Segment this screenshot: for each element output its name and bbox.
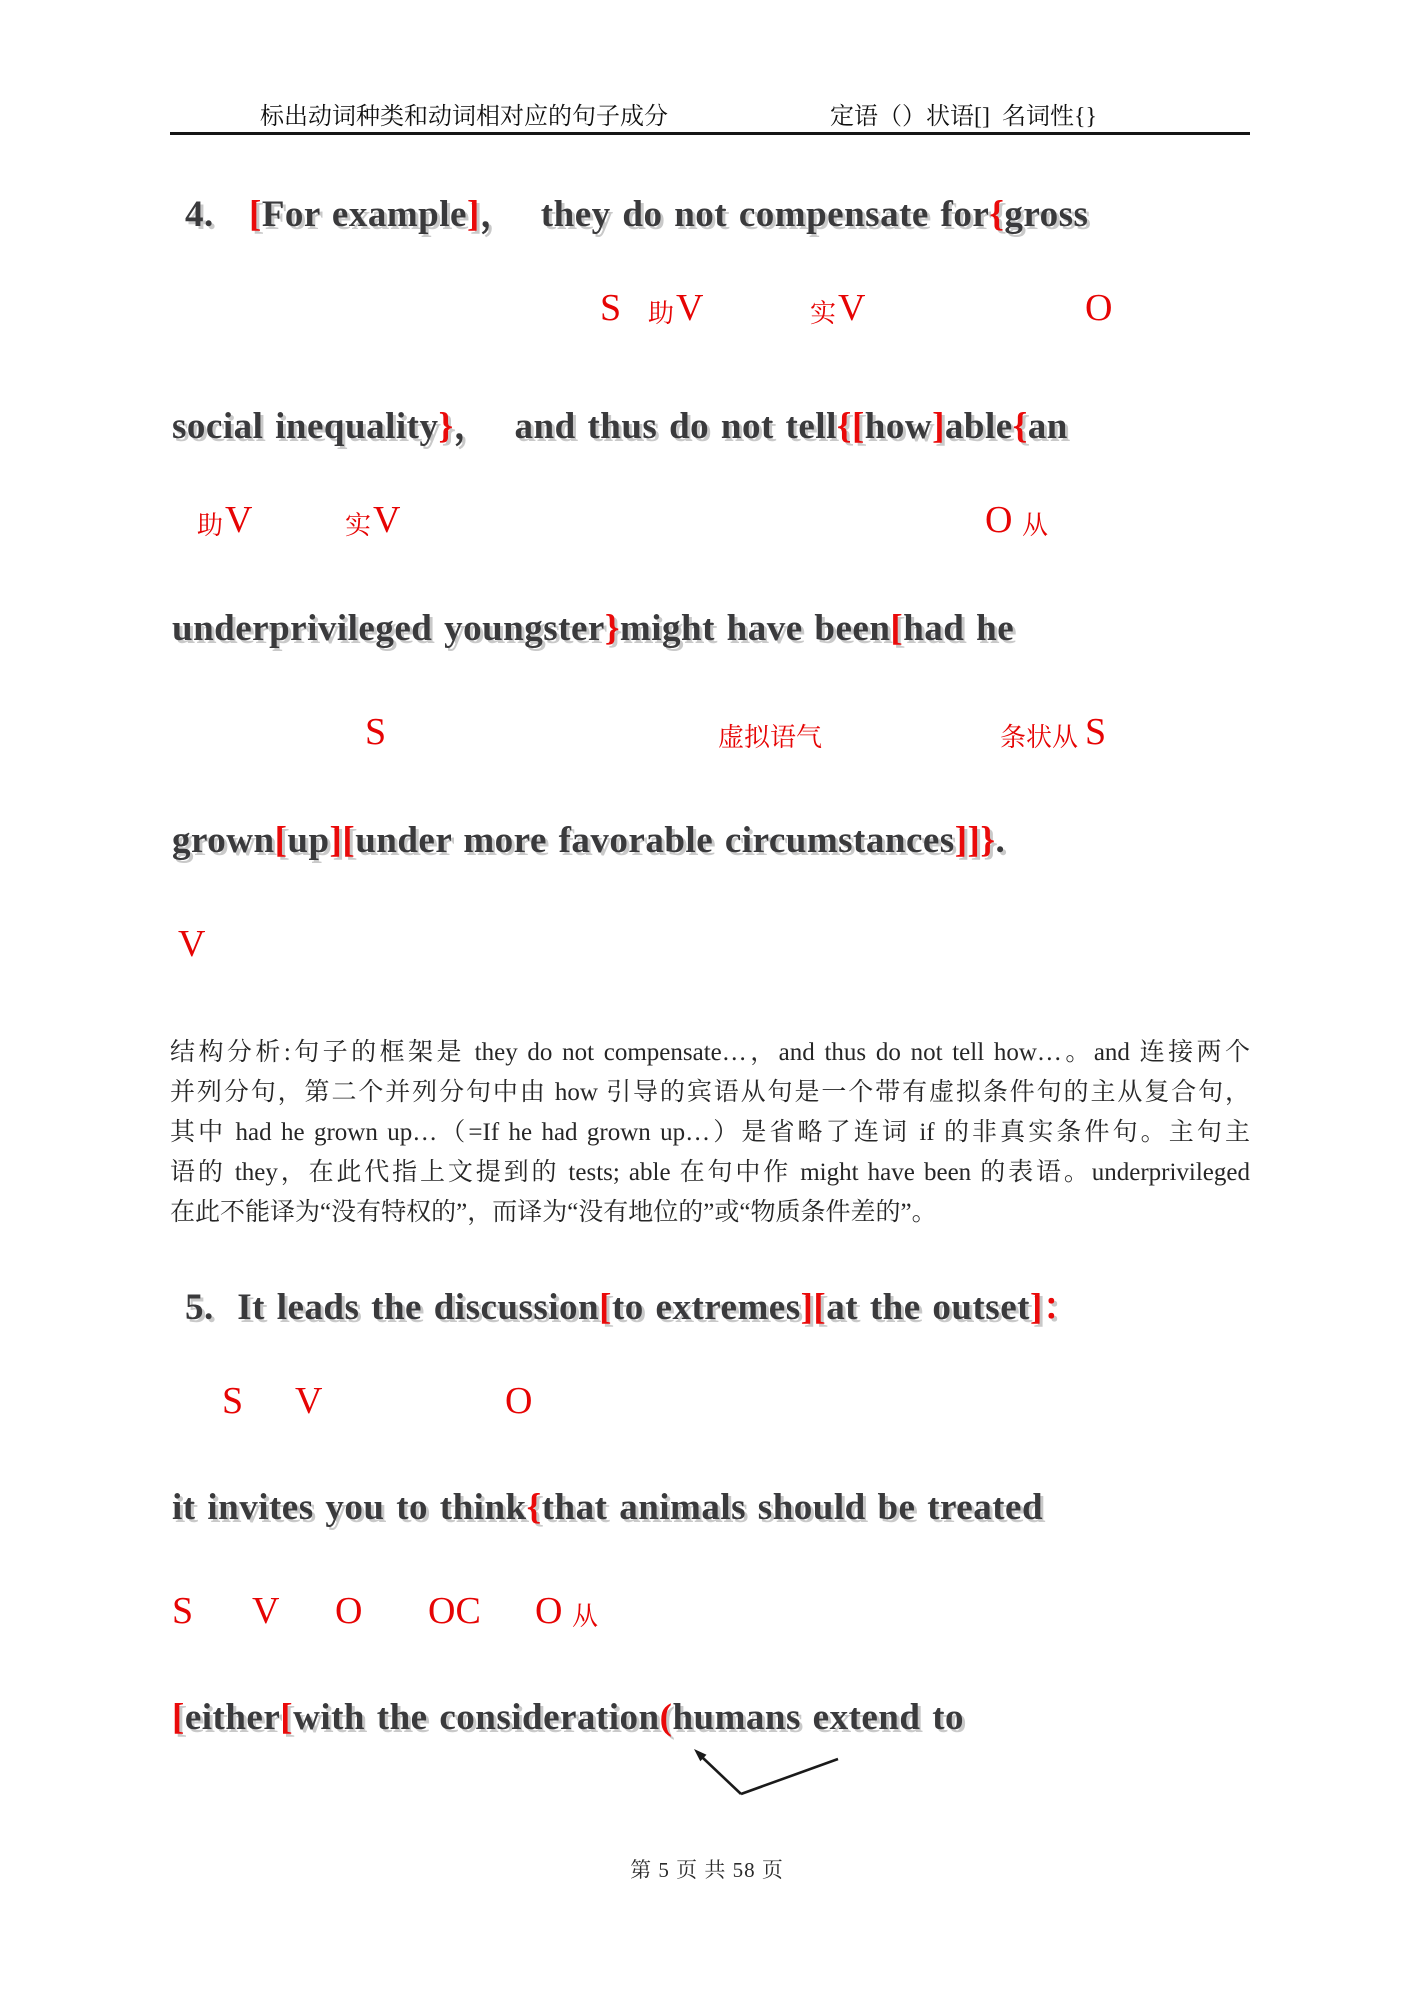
text-segment: ， and thus do not tell xyxy=(453,406,837,447)
s4-line2 xyxy=(172,395,1068,449)
text-segment: [ xyxy=(249,194,262,235)
annotation-label: 实 xyxy=(810,299,837,328)
text-segment: at the outset xyxy=(826,1287,1030,1328)
text-segment: [ xyxy=(172,1697,185,1738)
text-segment: grown xyxy=(172,820,275,861)
text-segment: } xyxy=(604,608,620,649)
annotation-label: S xyxy=(365,711,387,753)
s4-line3 xyxy=(172,607,1014,650)
text-segment: social inequality xyxy=(172,406,439,447)
analysis-line: 语的 they，在此代指上文提到的 tests; able 在句中作 might have been 的表语。underprivileged xyxy=(170,1159,1250,1186)
annotation-label: 助 xyxy=(648,299,675,328)
analysis-line: 结构分析:句子的框架是 they do not compensate…，and thus do not tell how…。and 连接两个 xyxy=(170,1039,1250,1066)
annotation-label: O xyxy=(505,1380,533,1422)
text-segment: able xyxy=(944,406,1013,447)
text-segment: [ xyxy=(280,1697,294,1738)
text-segment: For example xyxy=(261,194,467,235)
text-segment: . xyxy=(995,820,1006,861)
annotation-label: V xyxy=(373,499,401,541)
text-segment: { xyxy=(526,1487,542,1528)
text-segment: ][ xyxy=(800,1287,827,1328)
text-segment: up xyxy=(287,820,330,861)
text-segment: } xyxy=(438,406,454,447)
text-segment: that animals should be treated xyxy=(541,1487,1044,1528)
text-segment: to extremes xyxy=(611,1287,801,1328)
s5-line3 xyxy=(172,1696,964,1739)
annotation-label: S xyxy=(600,287,622,329)
annotation-label: O xyxy=(335,1590,363,1632)
text-segment: had he xyxy=(903,608,1015,649)
annotation-label: V xyxy=(676,287,704,329)
s5-line2 xyxy=(172,1486,1043,1529)
annotation-label: V xyxy=(225,499,253,541)
text-segment: [ xyxy=(274,820,288,861)
text-segment: humans extend to xyxy=(672,1697,965,1738)
text-segment: { xyxy=(1012,406,1028,447)
header-right-legend: 定语（）状语[] 名词性{} xyxy=(830,104,1098,130)
annotation-label: 虚拟语气 xyxy=(718,723,823,752)
text-segment: [ xyxy=(890,608,904,649)
s4-line1 xyxy=(185,183,1088,237)
analysis-line: 并列分句，第二个并列分句中由 how 引导的宾语从句是一个带有虚拟条件句的主从复合句， xyxy=(170,1079,1250,1106)
annotation-label: O xyxy=(535,1590,563,1632)
s5-line1 xyxy=(185,1276,1080,1330)
text-segment: either xyxy=(184,1697,281,1738)
text-segment: might have been xyxy=(619,608,891,649)
annotation-label: V xyxy=(295,1380,323,1422)
text-segment: with the consideration xyxy=(293,1697,660,1738)
text-segment: how xyxy=(864,406,933,447)
text-segment: { xyxy=(989,194,1005,235)
text-segment: ( xyxy=(659,1697,673,1738)
annotation-label: 实 xyxy=(345,511,372,540)
text-segment: under more favorable circumstances xyxy=(355,820,955,861)
annotation-label: 从 xyxy=(572,1602,599,1631)
analysis-line: 其中 had he grown up…（=If he had grown up…）是省略了连词 if 的非真实条件句。主句主 xyxy=(170,1119,1250,1146)
annotation-label: O xyxy=(1085,287,1113,329)
text-segment: an xyxy=(1027,406,1068,447)
text-segment: underprivileged youngster xyxy=(172,608,605,649)
text-segment: ][ xyxy=(329,820,356,861)
annotation-label: V xyxy=(178,923,206,965)
text-segment: 5. It leads the discussion xyxy=(185,1287,600,1328)
annotation-label: V xyxy=(838,287,866,329)
annotation-label: 从 xyxy=(1022,511,1049,540)
annotation-label: 条状从 xyxy=(1000,723,1079,752)
text-segment: it invites you to think xyxy=(172,1487,527,1528)
text-segment: [ xyxy=(599,1287,612,1328)
text-segment: ]]} xyxy=(954,820,996,861)
annotation-label: S xyxy=(222,1380,244,1422)
text-segment: ] xyxy=(466,194,480,235)
text-segment: ] xyxy=(932,406,945,447)
page-number-footer: 第 5 页 共 58 页 xyxy=(630,1858,784,1882)
analysis-line: 在此不能译为“没有特权的”，而译为“没有地位的”或“物质条件差的”。 xyxy=(170,1199,937,1226)
annotation-label: S xyxy=(172,1590,194,1632)
text-segment: {[ xyxy=(836,406,865,447)
annotation-label: OC xyxy=(428,1590,481,1632)
annotation-label: S xyxy=(1085,711,1107,753)
text-segment: ]： xyxy=(1029,1287,1081,1328)
annotation-label: 助 xyxy=(197,511,224,540)
text-segment: gross xyxy=(1004,194,1089,235)
header-rule xyxy=(170,132,1250,135)
s4-line4 xyxy=(172,819,1005,862)
annotation-label: O xyxy=(985,499,1013,541)
header-left-title: 标出动词种类和动词相对应的句子成分 xyxy=(260,104,668,130)
text-segment: 4. xyxy=(185,194,249,235)
annotation-label: V xyxy=(252,1590,280,1632)
text-segment: ， they do not compensate for xyxy=(479,194,990,235)
